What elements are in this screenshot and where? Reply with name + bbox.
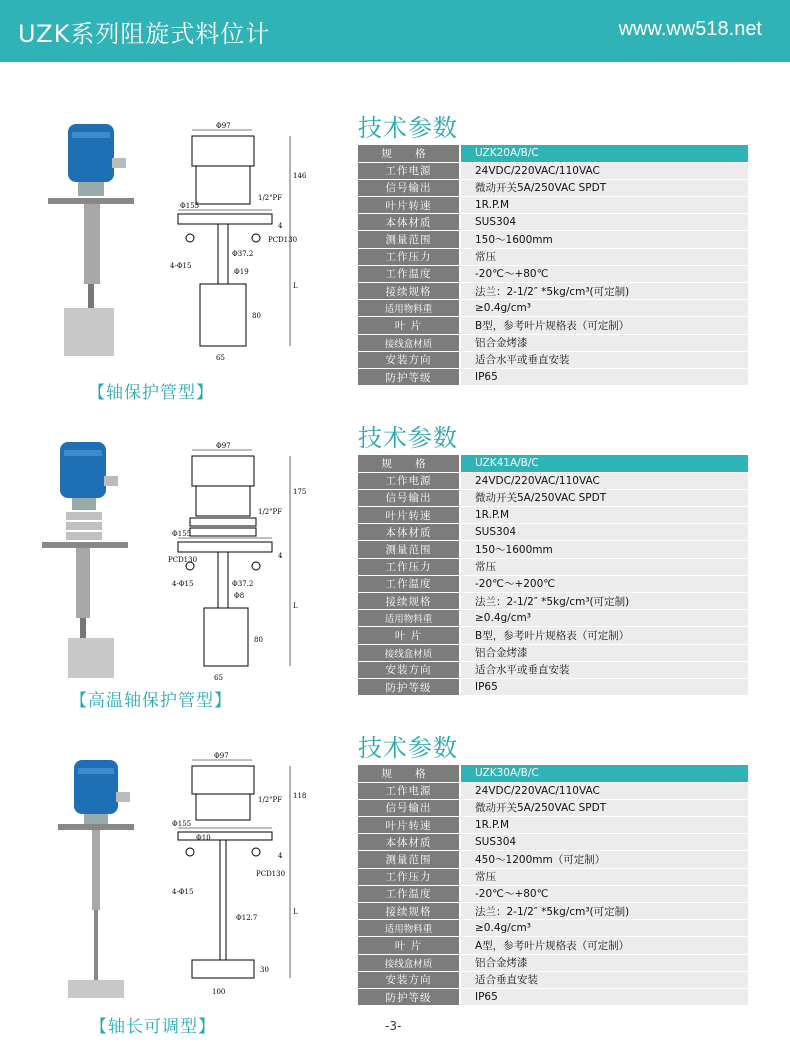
spec-key: 工作温度 xyxy=(358,265,460,282)
spec-row xyxy=(358,368,748,385)
spec-value: SUS304 xyxy=(460,214,748,231)
spec-key: 规 格 xyxy=(358,765,460,782)
spec-value: 24VDC/220VAC/110VAC xyxy=(460,472,748,489)
spec-key: 工作电源 xyxy=(358,472,460,489)
dim-label: Φ37.2 xyxy=(232,580,254,588)
spec-key: 信号输出 xyxy=(358,179,460,196)
spec-rows xyxy=(358,455,748,696)
spec-row xyxy=(358,799,748,816)
spec-value: UZK41A/B/C xyxy=(460,455,748,472)
spec-row xyxy=(358,593,748,610)
spec-row xyxy=(358,351,748,368)
spec-row xyxy=(358,644,748,661)
spec-value: B型，参考叶片规格表（可定制） xyxy=(460,317,748,334)
dim-label: Φ8 xyxy=(234,592,245,600)
spec-key: 本体材质 xyxy=(358,214,460,231)
dim-label: 4 xyxy=(278,852,283,860)
spec-key: 叶片转速 xyxy=(358,817,460,834)
dim-label: Φ37.2 xyxy=(232,250,254,258)
website-url: www.ww518.net xyxy=(618,18,762,40)
dim-label: 80 xyxy=(254,636,263,644)
spec-row xyxy=(358,782,748,799)
spec-value: 铝合金烤漆 xyxy=(460,334,748,351)
dimension-drawing-2 xyxy=(168,438,308,698)
spec-value: 150～1600mm xyxy=(460,541,748,558)
spec-value: ≥0.4g/cm³ xyxy=(460,610,748,627)
spec-key: 工作温度 xyxy=(358,575,460,592)
dim-label: 1/2"PF xyxy=(258,796,283,804)
spec-value: 常压 xyxy=(460,248,748,265)
spec-value: SUS304 xyxy=(460,524,748,541)
spec-key: 接线盒材质 xyxy=(358,644,460,661)
dim-label: 65 xyxy=(216,354,225,362)
spec-key: 安装方向 xyxy=(358,971,460,988)
product-caption: 【高温轴保护管型】 xyxy=(70,691,232,711)
spec-row xyxy=(358,162,748,179)
spec-value: 微动开关5A/250VAC SPDT xyxy=(460,489,748,506)
spec-value: 24VDC/220VAC/110VAC xyxy=(460,782,748,799)
dim-label: 4 xyxy=(278,222,283,230)
spec-row xyxy=(358,541,748,558)
spec-value: 法兰：2-1/2″ *5kg/cm³(可定制) xyxy=(460,283,748,300)
spec-row xyxy=(358,988,748,1005)
spec-rows xyxy=(358,145,748,386)
spec-key: 工作温度 xyxy=(358,885,460,902)
dim-label: 4-Φ15 xyxy=(170,262,192,270)
spec-key: 适用物料重 xyxy=(358,610,460,627)
spec-key: 接续规格 xyxy=(358,593,460,610)
spec-key: 本体材质 xyxy=(358,834,460,851)
dim-label: 118 xyxy=(293,792,307,800)
dim-label: L xyxy=(293,908,298,916)
dim-label: Φ10 xyxy=(196,834,211,842)
spec-value: -20℃～+80℃ xyxy=(460,885,748,902)
page-title: UZK系列阻旋式料位计 xyxy=(18,20,271,48)
spec-key: 接线盒材质 xyxy=(358,334,460,351)
spec-row xyxy=(358,507,748,524)
spec-key: 工作电源 xyxy=(358,162,460,179)
spec-table xyxy=(358,765,748,1006)
spec-value: 法兰：2-1/2″ *5kg/cm³(可定制) xyxy=(460,903,748,920)
product-caption: 【轴长可调型】 xyxy=(90,1017,216,1037)
spec-key: 叶 片 xyxy=(358,937,460,954)
spec-value: UZK30A/B/C xyxy=(460,765,748,782)
spec-row xyxy=(358,765,748,782)
dim-label: Φ155 xyxy=(180,202,200,210)
spec-row xyxy=(358,610,748,627)
dim-label: PCD130 xyxy=(268,236,298,244)
dim-label: 80 xyxy=(252,312,261,320)
spec-value: A型，参考叶片规格表（可定制） xyxy=(460,937,748,954)
spec-table xyxy=(358,455,748,696)
spec-key: 叶片转速 xyxy=(358,507,460,524)
product-photo-adjustable xyxy=(28,756,158,1016)
spec-key: 本体材质 xyxy=(358,524,460,541)
product-photo-high-temp xyxy=(28,438,158,698)
spec-value: ≥0.4g/cm³ xyxy=(460,920,748,937)
spec-row xyxy=(358,954,748,971)
product-section-1 xyxy=(0,100,790,410)
dim-label: 30 xyxy=(260,966,269,974)
spec-key: 接续规格 xyxy=(358,283,460,300)
dim-label: 1/2"PF xyxy=(258,194,283,202)
dimension-drawing-3 xyxy=(168,748,308,1008)
spec-key: 工作电源 xyxy=(358,782,460,799)
dim-label: Φ19 xyxy=(234,268,249,276)
spec-key: 信号输出 xyxy=(358,799,460,816)
dim-label: Φ12.7 xyxy=(236,914,258,922)
spec-key: 适用物料重 xyxy=(358,920,460,937)
spec-key: 规 格 xyxy=(358,455,460,472)
spec-key: 信号输出 xyxy=(358,489,460,506)
spec-value: UZK20A/B/C xyxy=(460,145,748,162)
dim-label: Φ97 xyxy=(216,122,231,130)
spec-value: 150～1600mm xyxy=(460,231,748,248)
spec-value: IP65 xyxy=(460,678,748,695)
spec-row xyxy=(358,283,748,300)
spec-row xyxy=(358,197,748,214)
spec-key: 接线盒材质 xyxy=(358,954,460,971)
spec-key: 规 格 xyxy=(358,145,460,162)
spec-key: 测量范围 xyxy=(358,851,460,868)
spec-value: 1R.P.M xyxy=(460,817,748,834)
spec-key: 防护等级 xyxy=(358,368,460,385)
spec-row xyxy=(358,868,748,885)
product-section-2 xyxy=(0,410,790,720)
header-bar xyxy=(0,0,790,62)
dim-label: Φ97 xyxy=(216,442,231,450)
spec-row xyxy=(358,472,748,489)
spec-key: 接续规格 xyxy=(358,903,460,920)
product-section-3 xyxy=(0,720,790,1037)
dimension-drawing-1 xyxy=(168,118,308,378)
spec-title: 技术参数 xyxy=(358,424,458,452)
spec-value: -20℃～+200℃ xyxy=(460,575,748,592)
spec-row xyxy=(358,678,748,695)
spec-row xyxy=(358,179,748,196)
spec-value: 常压 xyxy=(460,558,748,575)
spec-table xyxy=(358,145,748,386)
spec-key: 防护等级 xyxy=(358,678,460,695)
dim-label: 4 xyxy=(278,552,283,560)
spec-value: 法兰：2-1/2″ *5kg/cm³(可定制) xyxy=(460,593,748,610)
spec-row xyxy=(358,903,748,920)
spec-row xyxy=(358,265,748,282)
dim-label: 4-Φ15 xyxy=(172,888,194,896)
spec-title: 技术参数 xyxy=(358,114,458,142)
spec-key: 叶片转速 xyxy=(358,197,460,214)
spec-row xyxy=(358,558,748,575)
dim-label: Φ155 xyxy=(172,530,192,538)
dim-label: PCD130 xyxy=(256,870,286,878)
dim-label: L xyxy=(293,282,298,290)
spec-row xyxy=(358,885,748,902)
spec-key: 叶 片 xyxy=(358,317,460,334)
spec-value: 1R.P.M xyxy=(460,507,748,524)
spec-key: 测量范围 xyxy=(358,231,460,248)
spec-row xyxy=(358,971,748,988)
spec-row xyxy=(358,817,748,834)
spec-title: 技术参数 xyxy=(358,734,458,762)
spec-row xyxy=(358,317,748,334)
spec-row xyxy=(358,834,748,851)
dim-label: 146 xyxy=(293,172,307,180)
spec-key: 安装方向 xyxy=(358,351,460,368)
spec-key: 适用物料重 xyxy=(358,300,460,317)
spec-key: 测量范围 xyxy=(358,541,460,558)
spec-value: 铝合金烤漆 xyxy=(460,644,748,661)
spec-row xyxy=(358,524,748,541)
spec-key: 工作压力 xyxy=(358,868,460,885)
spec-row xyxy=(358,248,748,265)
spec-value: SUS304 xyxy=(460,834,748,851)
dim-label: L xyxy=(293,602,298,610)
spec-value: 常压 xyxy=(460,868,748,885)
dim-label: PCD130 xyxy=(168,556,198,564)
spec-key: 工作压力 xyxy=(358,248,460,265)
dim-label: 100 xyxy=(212,988,226,996)
spec-value: 适合水平或垂直安装 xyxy=(460,351,748,368)
spec-row xyxy=(358,334,748,351)
dim-label: 1/2"PF xyxy=(258,508,283,516)
spec-key: 叶 片 xyxy=(358,627,460,644)
spec-value: 微动开关5A/250VAC SPDT xyxy=(460,179,748,196)
spec-value: 1R.P.M xyxy=(460,197,748,214)
spec-row xyxy=(358,575,748,592)
spec-row xyxy=(358,214,748,231)
dim-label: 4-Φ15 xyxy=(172,580,194,588)
spec-row xyxy=(358,455,748,472)
dim-label: Φ155 xyxy=(172,820,192,828)
spec-key: 安装方向 xyxy=(358,661,460,678)
dim-label: Φ97 xyxy=(214,752,229,760)
spec-row xyxy=(358,661,748,678)
spec-value: 适合水平或垂直安装 xyxy=(460,661,748,678)
spec-row xyxy=(358,851,748,868)
spec-value: 适合垂直安装 xyxy=(460,971,748,988)
dim-label: 175 xyxy=(293,488,307,496)
spec-row xyxy=(358,920,748,937)
spec-value: B型，参考叶片规格表（可定制） xyxy=(460,627,748,644)
product-photo-shaft-protected xyxy=(28,118,158,378)
spec-row xyxy=(358,937,748,954)
spec-value: 450～1200mm（可定制） xyxy=(460,851,748,868)
spec-row xyxy=(358,300,748,317)
page-number: -3- xyxy=(385,1019,402,1033)
spec-row xyxy=(358,627,748,644)
spec-key: 工作压力 xyxy=(358,558,460,575)
spec-value: IP65 xyxy=(460,368,748,385)
spec-key: 防护等级 xyxy=(358,988,460,1005)
spec-rows xyxy=(358,765,748,1006)
product-caption: 【轴保护管型】 xyxy=(88,383,214,403)
spec-value: ≥0.4g/cm³ xyxy=(460,300,748,317)
spec-value: -20℃～+80℃ xyxy=(460,265,748,282)
spec-value: IP65 xyxy=(460,988,748,1005)
spec-row xyxy=(358,231,748,248)
spec-row xyxy=(358,145,748,162)
spec-value: 铝合金烤漆 xyxy=(460,954,748,971)
spec-value: 微动开关5A/250VAC SPDT xyxy=(460,799,748,816)
spec-value: 24VDC/220VAC/110VAC xyxy=(460,162,748,179)
dim-label: 65 xyxy=(214,674,223,682)
spec-row xyxy=(358,489,748,506)
